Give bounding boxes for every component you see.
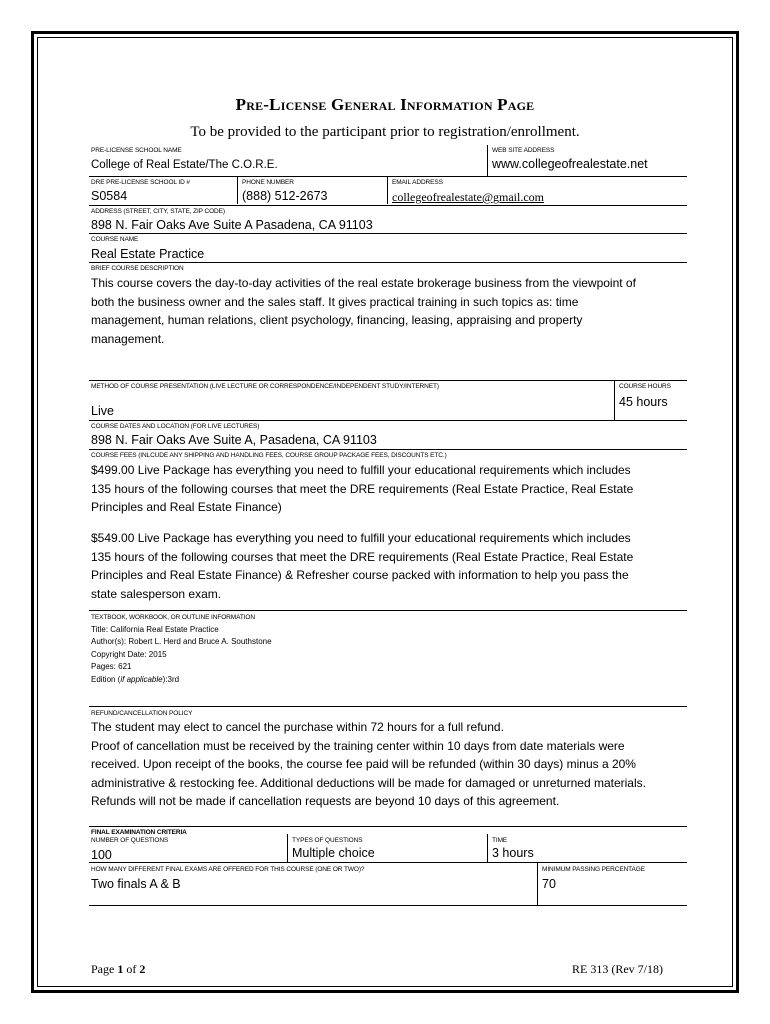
course-desc-line: This course covers the day-to-day activities of the real estate brokerage business from the viewpoint of (91, 276, 636, 290)
school-id-label: DRE PRE-LICENSE SCHOOL ID # (91, 179, 190, 186)
phone-label: PHONE NUMBER (242, 179, 294, 186)
school-name-label: PRE-LICENSE SCHOOL NAME (91, 147, 182, 154)
page-of: of (123, 962, 140, 976)
divider (89, 176, 687, 177)
textbook-label: TEXTBOOK, WORKBOOK, OR OUTLINE INFORMATION (91, 614, 255, 621)
page-subtitle: To be provided to the participant prior to registration/enrollment. (190, 124, 580, 140)
address-label: ADDRESS (STREET, CITY, STATE, ZIP CODE) (91, 208, 225, 215)
exam-criteria-label: FINAL EXAMINATION CRITERIA (91, 829, 187, 836)
divider (287, 834, 288, 862)
fee-line: Principles and Real Estate Finance) (91, 500, 282, 514)
divider (387, 177, 388, 204)
divider (89, 449, 687, 450)
course-name-value: Real Estate Practice (91, 247, 205, 261)
method-value: Live (91, 404, 114, 418)
refund-line: Proof of cancellation must be received by the training center within 10 days from date materials were (91, 738, 625, 753)
school-name: College of Real Estate/The C.O.R.E. (91, 159, 278, 171)
page-number (91, 962, 145, 977)
fee-line: $499.00 Live Package has everything you need to fulfill your educational requirements which includes (91, 463, 631, 477)
question-types-label: TYPES OF QUESTIONS (292, 837, 363, 844)
course-name-label: COURSE NAME (91, 236, 139, 243)
textbook-info (91, 624, 491, 686)
page-current: 1 (117, 962, 124, 976)
time-label: TIME (492, 837, 508, 844)
edition-italic: if applicable (120, 674, 163, 684)
textbook-authors: Author(s): Robert L. Herd and Bruce A. Southstone (91, 637, 272, 647)
time-value: 3 hours (492, 846, 534, 860)
refund-line: Refunds will not be made if cancellation requests are beyond 10 days of this agreement. (91, 794, 560, 808)
edition-prefix: Edition ( (91, 674, 121, 684)
page-prefix: Page (91, 962, 118, 976)
phone-value: (888) 512-2673 (242, 189, 328, 203)
school-id-value: S0584 (91, 189, 128, 203)
finals-label: HOW MANY DIFFERENT FINAL EXAMS ARE OFFERED FOR THIS COURSE (ONE OR TWO)? (91, 866, 365, 873)
course-description (91, 274, 691, 348)
fees-label: COURSE FEES (INLCUDE ANY SHIPPING AND HANDLING FEES, COURSE GROUP PACKAGE FEES, DISCOUNTS ETC.) (91, 452, 447, 459)
passing-value: 70 (542, 877, 556, 891)
course-desc-line: both the business owner and the sales staff. It gives practical training in such topics as: time (91, 294, 579, 309)
refund-line: received. Upon receipt of the books, the course fee paid will be refunded (within 30 days) minus a 20% (91, 757, 636, 771)
website-value: www.collegeofrealestate.net (492, 157, 648, 171)
page-title: Pre-License General Information Page (235, 95, 535, 114)
fee-line: 135 hours of the following courses that meet the DRE requirements (Real Estate Practice, Real Estate (91, 549, 634, 564)
refund-line: The student may elect to cancel the purchase within 72 hours for a full refund. (91, 720, 504, 734)
divider (537, 863, 538, 905)
divider (89, 826, 687, 827)
finals-value: Two finals A & B (91, 877, 181, 891)
fee-line: state salesperson exam. (91, 586, 222, 601)
edition-suffix: ):3rd (162, 674, 180, 684)
refund-label: REFUND/CANCELLATION POLICY (91, 710, 193, 717)
refund-policy (91, 718, 691, 811)
course-hours-value: 45 hours (619, 395, 668, 409)
divider (89, 905, 687, 906)
textbook-edition (91, 674, 491, 686)
divider (487, 834, 488, 862)
divider (614, 380, 615, 420)
textbook-pages: Pages: 621 (91, 662, 132, 672)
course-hours-label: COURSE HOURS (619, 383, 671, 390)
website-label: WEB SITE ADDRESS (492, 147, 555, 154)
divider (89, 862, 687, 863)
divider (487, 145, 488, 176)
passing-label: MINIMUM PASSING PERCENTAGE (542, 866, 645, 873)
form-code: RE 313 (Rev 7/18) (572, 962, 663, 976)
divider (89, 380, 687, 381)
divider (89, 420, 687, 421)
question-types-value: Multiple choice (292, 846, 375, 860)
course-desc-label: BRIEF COURSE DESCRIPTION (91, 265, 184, 272)
email-link[interactable]: collegeofrealestate@gmail.com (392, 190, 544, 204)
textbook-copyright: Copyright Date: 2015 (91, 649, 167, 659)
course-desc-line: management. (91, 331, 165, 346)
divider (89, 610, 687, 611)
num-questions-value: 100 (91, 848, 112, 862)
course-desc-line: management, human relations, client psychology, financing, leasing, appraising and property (91, 313, 583, 327)
method-label: METHOD OF COURSE PRESENTATION (LIVE LECTURE OR CORRESPONDENCE/INDEPENDENT STUDY/INTERNET) (91, 383, 439, 390)
dates-value: 898 N. Fair Oaks Ave Suite A, Pasadena, CA 91103 (91, 433, 377, 447)
email-label: EMAIL ADDRESS (392, 179, 443, 186)
textbook-title: Title: California Real Estate Practice (91, 625, 219, 634)
divider (89, 706, 687, 707)
fee-package-2 (91, 529, 691, 603)
fee-line: $549.00 Live Package has everything you need to fulfill your educational requirements which includes (91, 531, 631, 545)
divider (89, 205, 687, 206)
divider (237, 177, 238, 204)
page-total: 2 (139, 962, 146, 976)
fee-line: 135 hours of the following courses that meet the DRE requirements (Real Estate Practice, Real Estate (91, 481, 634, 496)
divider (89, 233, 687, 234)
fee-line: Principles and Real Estate Finance) & Refresher course packed with information to help you pass the (91, 568, 629, 582)
divider (89, 262, 687, 263)
num-questions-label: NUMBER OF QUESTIONS (91, 837, 169, 844)
dates-label: COURSE DATES AND LOCATION (FOR LIVE LECTURES) (91, 423, 260, 430)
refund-line: administrative & restocking fee. Additional deductions will be made for damaged or unreturned materials. (91, 775, 646, 790)
address-value: 898 N. Fair Oaks Ave Suite A Pasadena, CA 91103 (91, 218, 373, 232)
fee-package-1 (91, 461, 691, 517)
